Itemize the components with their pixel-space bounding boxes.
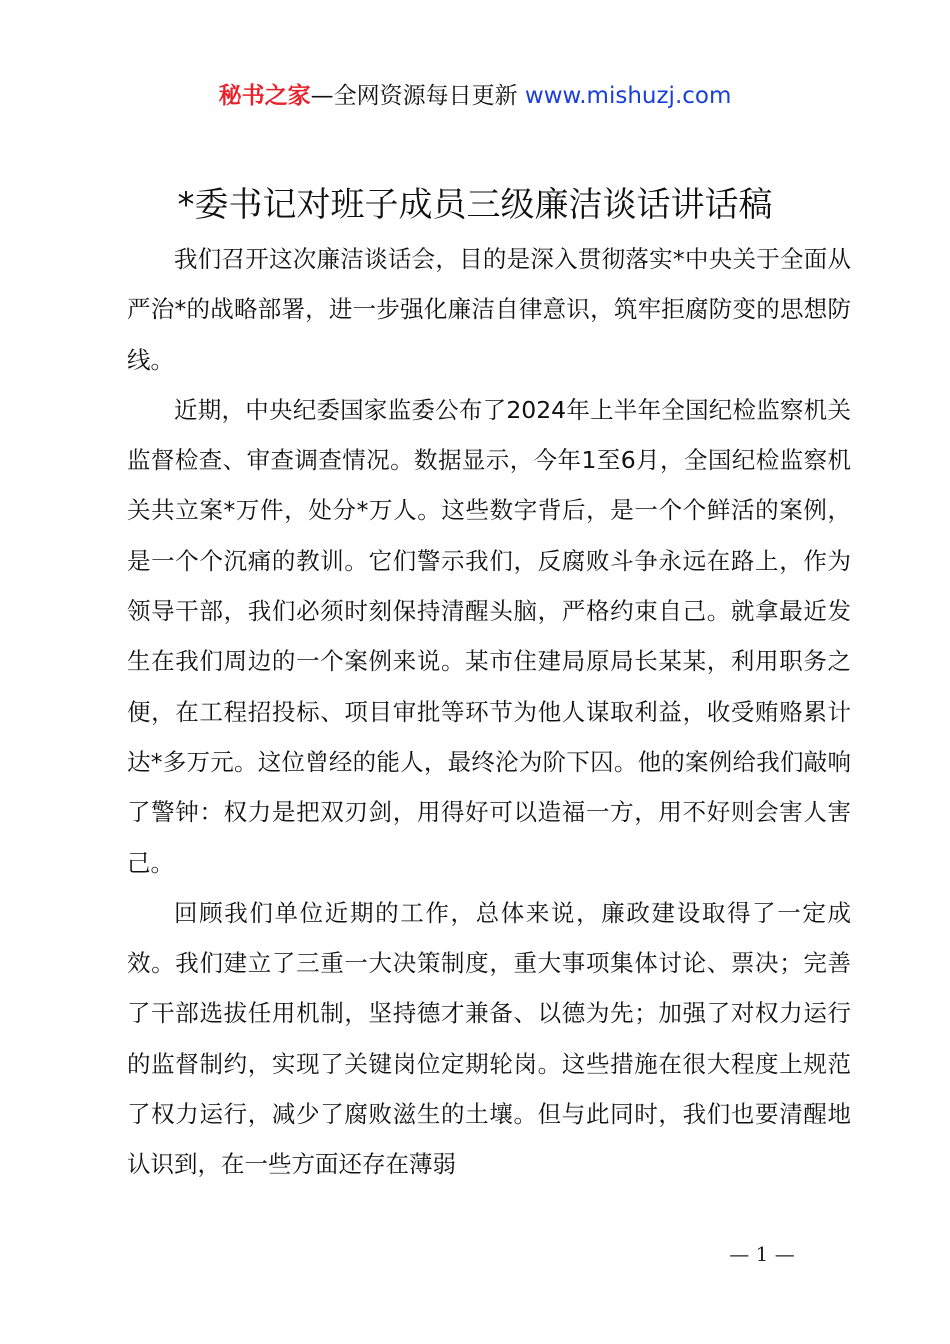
document-title: *委书记对班子成员三级廉洁谈话讲话稿 bbox=[177, 185, 773, 225]
paragraph-case-warning: 近期，中央纪委国家监委公布了2024年上半年全国纪检监察机关监督检查、审查调查情况。数据显示，今年1至6月，全国纪检监察机关共立案*万件，处分*万人。这些数字背后，是一个个鲜活的案例，是一个个沉痛的教训。它们警示我们，反腐败斗争永远在路上，作为领导干部，我们必须时刻保持清醒头脑，严格约束自己。就拿最近发生在我们周边的一个案例来说。某市住建局原局长某某，利用职务之便，在工程招投标、项目审批等环节为他人谋取利益，收受贿赂累计达*多万元。这位曾经的能人，最终沦为阶下囚。他的案例给我们敲响了警钟：权力是把双刃剑，用得好可以造福一方，用不好则会害人害己。 bbox=[127, 395, 851, 877]
site-url-link[interactable]: www.mishuzj.com bbox=[524, 83, 732, 109]
paragraph-review: 回顾我们单位近期的工作，总体来说，廉政建设取得了一定成效。我们建立了三重一大决策制度，重大事项集体讨论、票决；完善了干部选拔任用机制，坚持德才兼备、以德为先；加强了对权力运行的监督制约，实现了关键岗位定期轮岗。这些措施在很大程度上规范了权力运行，减少了腐败滋生的土壤。但与此同时，我们也要清醒地认识到，在一些方面还存在薄弱 bbox=[127, 898, 851, 1179]
brand-name: 秘书之家 bbox=[218, 83, 311, 109]
document-body bbox=[127, 234, 851, 1190]
header-tagline: —全网资源每日更新 bbox=[310, 83, 518, 109]
site-header bbox=[0, 80, 950, 112]
paragraph-intro: 我们召开这次廉洁谈话会，目的是深入贯彻落实*中央关于全面从严治*的战略部署，进一步强化廉洁自律意识，筑牢拒腐防变的思想防线。 bbox=[127, 245, 851, 374]
page-number: — 1 — bbox=[729, 1242, 795, 1266]
